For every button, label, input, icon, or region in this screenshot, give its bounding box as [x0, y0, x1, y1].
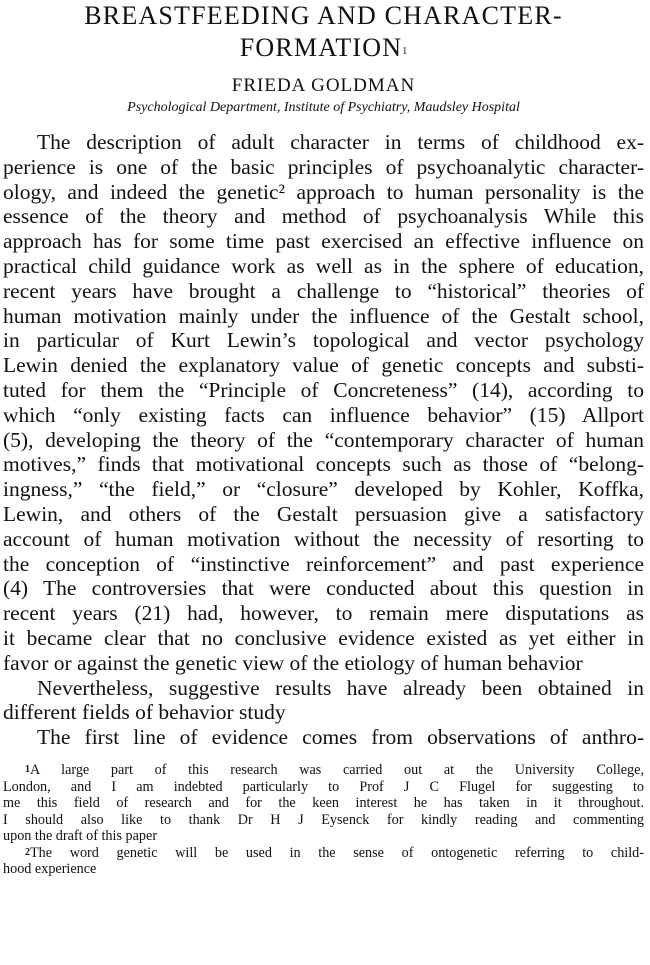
footnotes [3, 762, 644, 878]
footnote-mark: 2 [25, 846, 30, 858]
footnote-mark: 1 [25, 763, 30, 775]
author-name: FRIEDA GOLDMAN [231, 75, 416, 96]
footnote-line: hood experience [3, 861, 97, 878]
body-line: (5), developing the theory of the “contemporary character of human [3, 427, 644, 452]
footnote-line: upon the draft of this paper [3, 828, 158, 845]
article-title [3, 0, 644, 64]
footnote-text: A large part of this research was carried out at the University College, [30, 761, 644, 778]
paragraph-3 [3, 725, 644, 750]
body-line: Lewin, and others of the Gestalt persuasion give a satisfactory [3, 501, 644, 526]
body-line: Nevertheless, suggestive results have already been obtained in [37, 675, 644, 700]
footnote-text: The word genetic will be used in the sense of ontogenetic referring to child- [30, 844, 644, 861]
body-line: tuted for them the “Principle of Concreteness” (14), according to [3, 377, 644, 402]
body-line: motives,” finds that motivational concepts such as those of “belong- [3, 452, 644, 477]
body-line: recent years have brought a challenge to “historical” theories of [3, 278, 644, 303]
footnote-line: I should also like to thank Dr H J Eysenck for kindly reading and commenting [3, 811, 644, 828]
body-line: account of human motivation without the necessity of resorting to [3, 526, 644, 551]
body-line: essence of the theory and method of psychoanalysis While this [3, 204, 644, 229]
paragraph-2 [3, 676, 644, 726]
article-body [3, 130, 644, 750]
footnote-1 [3, 762, 644, 845]
title-line-1: BREASTFEEDING AND CHARACTER- [84, 1, 563, 30]
body-line: favor or against the genetic view of the etiology of human behavior [3, 650, 583, 675]
body-line: ology, and indeed the genetic² approach to human personality is the [3, 179, 644, 204]
author-affiliation: Psychological Department, Institute of Psychiatry, Maudsley Hospital [127, 100, 520, 115]
footnote-2 [3, 845, 644, 878]
body-line: ingness,” “the field,” or “closure” developed by Kohler, Koffka, [3, 477, 644, 502]
body-line: in particular of Kurt Lewin’s topological and vector psychology [3, 328, 644, 353]
body-line: recent years (21) had, however, to remain mere disputations as [3, 601, 644, 626]
paragraph-1 [3, 130, 644, 676]
body-line: which “only existing facts can influence behavior” (15) Allport [3, 402, 644, 427]
title-line-2 [3, 32, 644, 64]
body-line: approach has for some time past exercised an effective influence on [3, 229, 644, 254]
body-line: human motivation mainly under the influence of the Gestalt school, [3, 303, 644, 328]
body-line: perience is one of the basic principles of psychoanalytic character- [3, 154, 644, 179]
footnote-line [3, 845, 644, 862]
footnote-line: London, and I am indebted particularly to Prof J C Flugel for suggesting to [3, 778, 644, 795]
body-line: practical child guidance work as well as in the sphere of education, [3, 253, 644, 278]
footnote-line: me this field of research and for the keen interest he has taken in it throughout. [3, 795, 644, 812]
footnote-line [3, 762, 644, 779]
body-line: The first line of evidence comes from observations of anthro- [37, 725, 644, 750]
body-line: The description of adult character in terms of childhood ex- [37, 130, 644, 154]
title-footnote-mark[interactable]: 1 [402, 46, 408, 57]
title-line-2-text: FORMATION [239, 33, 403, 62]
body-line: it became clear that no conclusive evidence existed as yet either in [3, 625, 644, 650]
body-line: (4) The controversies that were conducted about this question in [3, 576, 644, 601]
body-line: the conception of “instinctive reinforcement” and past experience [3, 551, 644, 576]
body-line: Lewin denied the explanatory value of genetic concepts and substi- [3, 353, 644, 378]
body-line: different fields of behavior study [3, 700, 286, 725]
